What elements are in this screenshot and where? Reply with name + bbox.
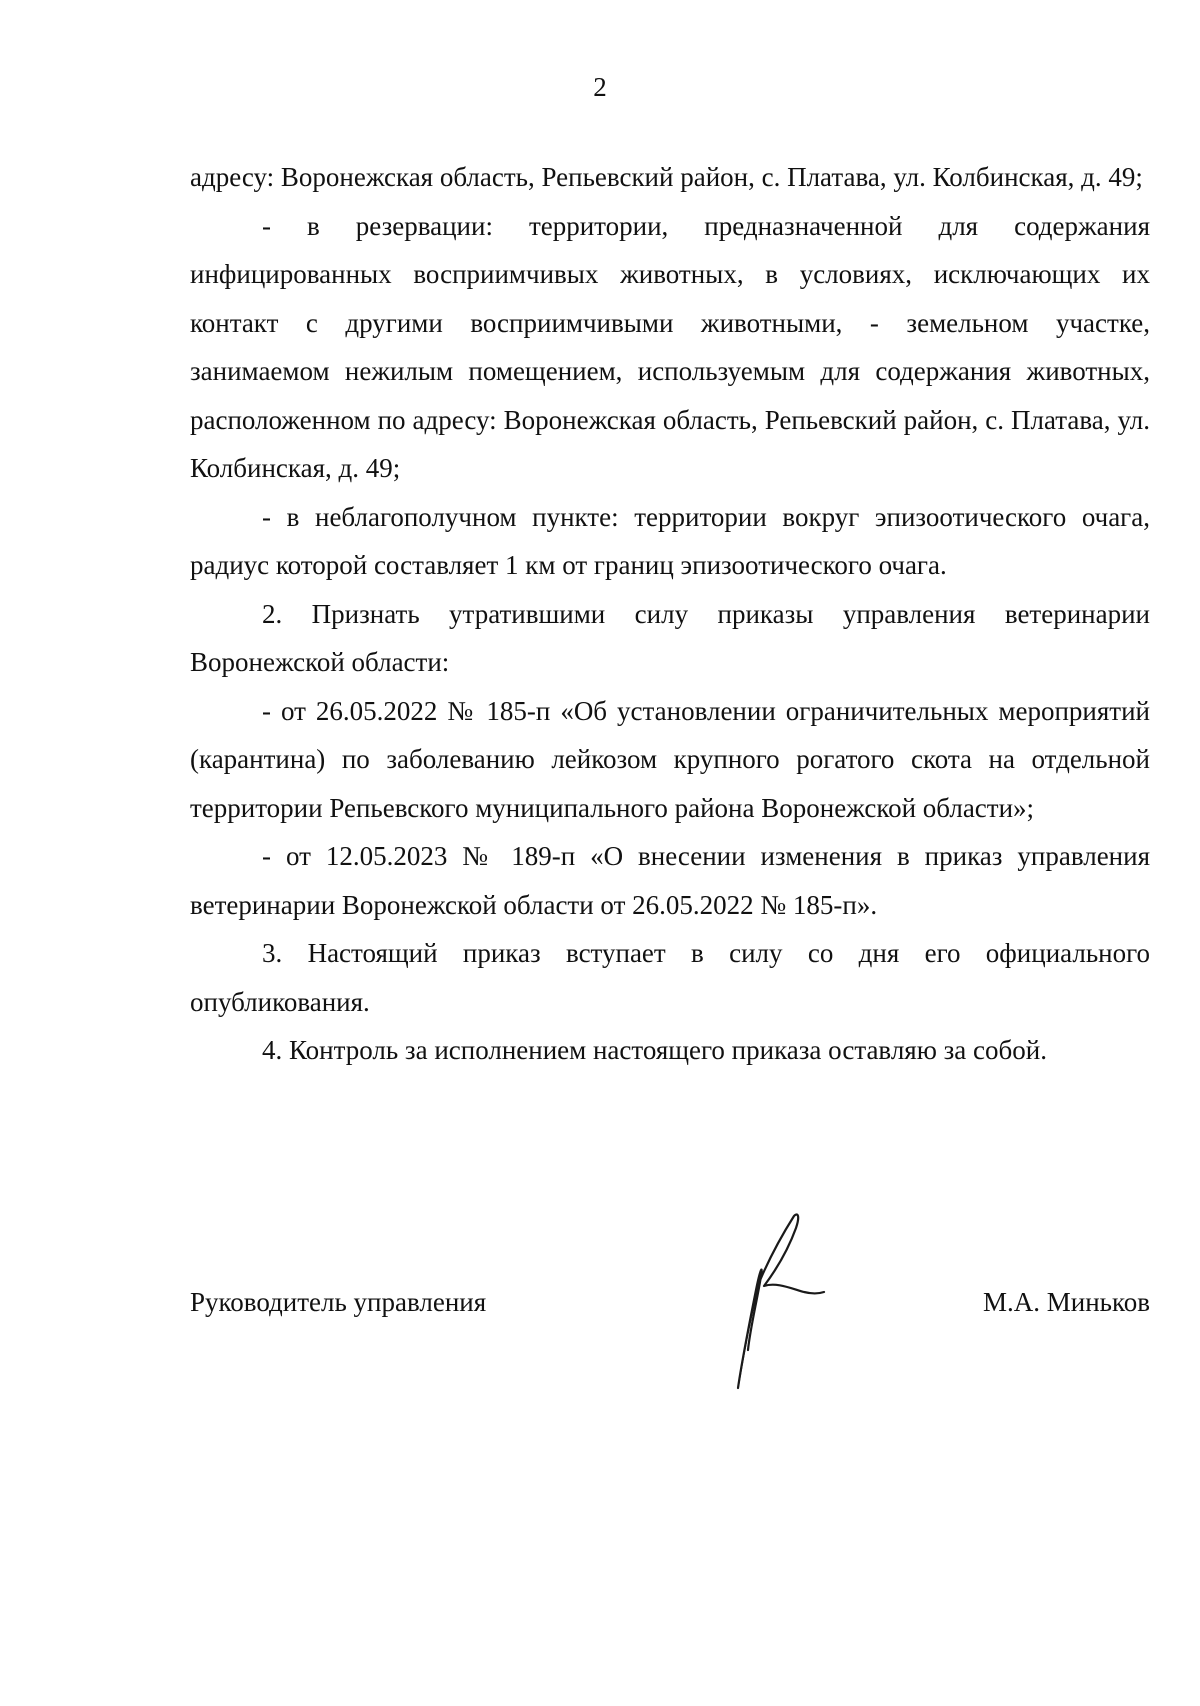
paragraph-order-185: - от 26.05.2022 № 185-п «Об установлении ограничительных мероприятий (карантина) по заболеванию лейкозом крупного рогатого скота на отдельной территории Репьевского муниципального района Воронежской области»; (190, 695, 1150, 823)
document-body (190, 153, 1150, 1075)
signature-row (190, 1282, 1150, 1322)
paragraph-address-continuation: адресу: Воронежская область, Репьевский район, с. Платава, ул. Колбинская, д. 49; (190, 162, 1143, 192)
signatory-title: Руководитель управления (190, 1287, 487, 1317)
paragraph-item-4: 4. Контроль за исполнением настоящего приказа оставляю за собой. (262, 1035, 1047, 1065)
signatory-name: М.А. Миньков (983, 1287, 1150, 1317)
paragraph-unfavorable-point: - в неблагополучном пункте: территории вокруг эпизоотического очага, радиус которой составляет 1 км от границ эпизоотического очага. (190, 501, 1150, 580)
paragraph-item-3: 3. Настоящий приказ вступает в силу со дня его официального опубликования. (190, 938, 1150, 1017)
paragraph-item-2: 2. Признать утратившими силу приказы управления ветеринарии Воронежской области: (190, 598, 1150, 677)
paragraph-order-189: - от 12.05.2023 № 189-п «О внесении изменения в приказ управления ветеринарии Воронежской области от 26.05.2022 № 185-п». (190, 841, 1150, 920)
page-number: 2 (593, 72, 607, 102)
paragraph-reservation: - в резервации: территории, предназначенной для содержания инфицированных восприимчивых животных, в условиях, исключающих их контакт с другими восприимчивыми животными, - земельном участке, занимаемом нежилым помещением, используемым для содержания животных, расположенном по адресу: Воронежская область, Репьевский район, с. Платава, ул. Колбинская, д. 49; (190, 210, 1150, 483)
